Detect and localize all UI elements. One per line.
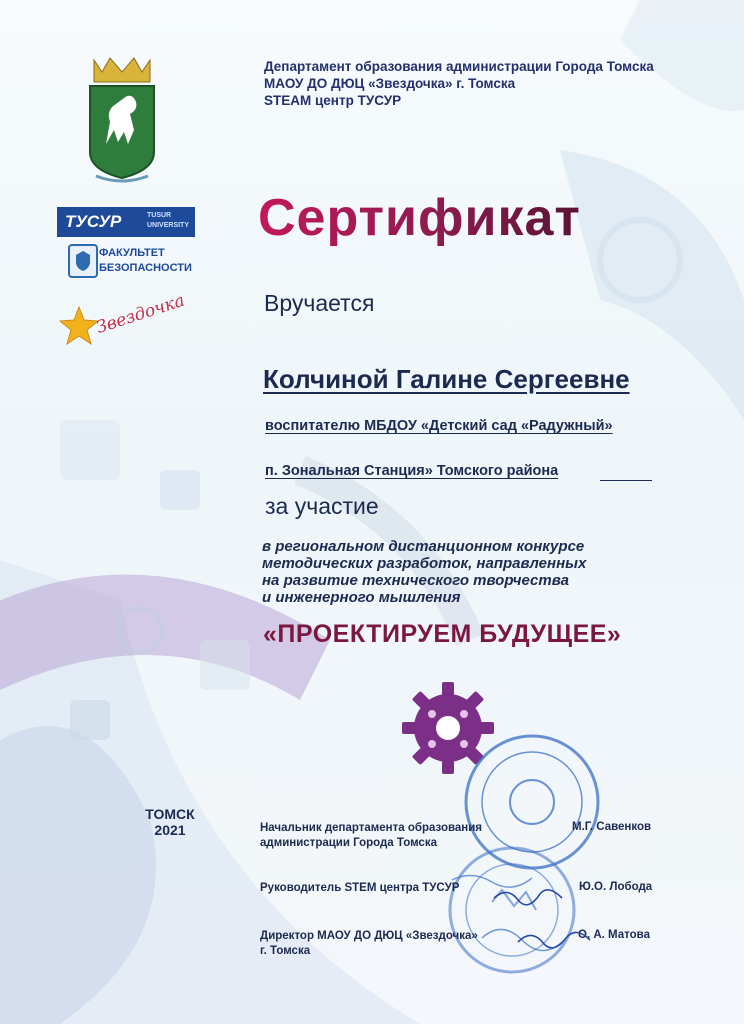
signature-2-position-line-1: Руководитель STEM центра ТУСУР [260, 882, 460, 894]
handwritten-signature-icon [488, 880, 598, 960]
underline-rule [600, 480, 652, 481]
recipient-name: Колчиной Галине Сергеевне [263, 364, 630, 394]
participation-label: за участие [265, 493, 379, 519]
description-line-1: в региональном дистанционном конкурсе [262, 538, 585, 555]
year-label: 2021 [154, 822, 186, 838]
signature-1-name: М.Г. Савенков [572, 821, 652, 833]
star-icon [58, 305, 100, 347]
tusur-logo [57, 207, 195, 237]
tusur-logo-name: ТУСУР [65, 212, 122, 231]
coat-of-arms-icon [80, 52, 164, 186]
tusur-logo-sub2: UNIVERSITY [147, 222, 190, 229]
recipient-position-line-1: воспитателю МБДОУ «Детский сад «Радужный» [265, 418, 613, 434]
signature-block-1 [260, 821, 482, 851]
contest-description [262, 538, 586, 606]
faculty-line1: ФАКУЛЬТЕТ [99, 247, 165, 259]
signature-3-position-line-2: г. Томска [260, 945, 311, 957]
signature-2-name: Ю.О. Лобода [579, 881, 653, 893]
description-line-2: методических разработок, направленных [262, 555, 587, 572]
signature-1-position-line-1: Начальник департамента образования [260, 822, 483, 834]
signature-1-position-line-2: администрации Города Томска [260, 837, 437, 849]
signature-block-3 [260, 929, 478, 959]
city-label: ТОМСК [145, 806, 195, 822]
awarded-label: Вручается [264, 290, 375, 316]
tusur-logo-sub1: TUSUR [147, 212, 172, 219]
zvezdochka-logo-text: Звездочка [93, 290, 188, 338]
project-title: «ПРОЕКТИРУЕМ БУДУЩЕЕ» [263, 620, 622, 648]
header-organizations [264, 58, 654, 109]
header-line-1: Департамент образования администрации Города Томска [264, 59, 654, 74]
description-line-4: и инженерного мышления [262, 589, 461, 606]
description-line-3: на развитие технического творчества [262, 572, 569, 589]
signature-3-name: О. А. Матова [578, 929, 650, 941]
signature-block-2 [260, 881, 459, 896]
header-line-3: STEAM центр ТУСУР [264, 93, 402, 108]
certificate-title: Сертификат [258, 189, 581, 247]
faculty-line2: БЕЗОПАСНОСТИ [99, 262, 192, 274]
header-line-2: МАОУ ДО ДЮЦ «Звездочка» г. Томска [264, 76, 516, 91]
faculty-shield-icon [68, 244, 98, 278]
recipient-position-line-2: п. Зональная Станция» Томского района [265, 463, 559, 479]
signature-3-position-line-1: Директор МАОУ ДО ДЮЦ «Звездочка» [260, 930, 478, 942]
